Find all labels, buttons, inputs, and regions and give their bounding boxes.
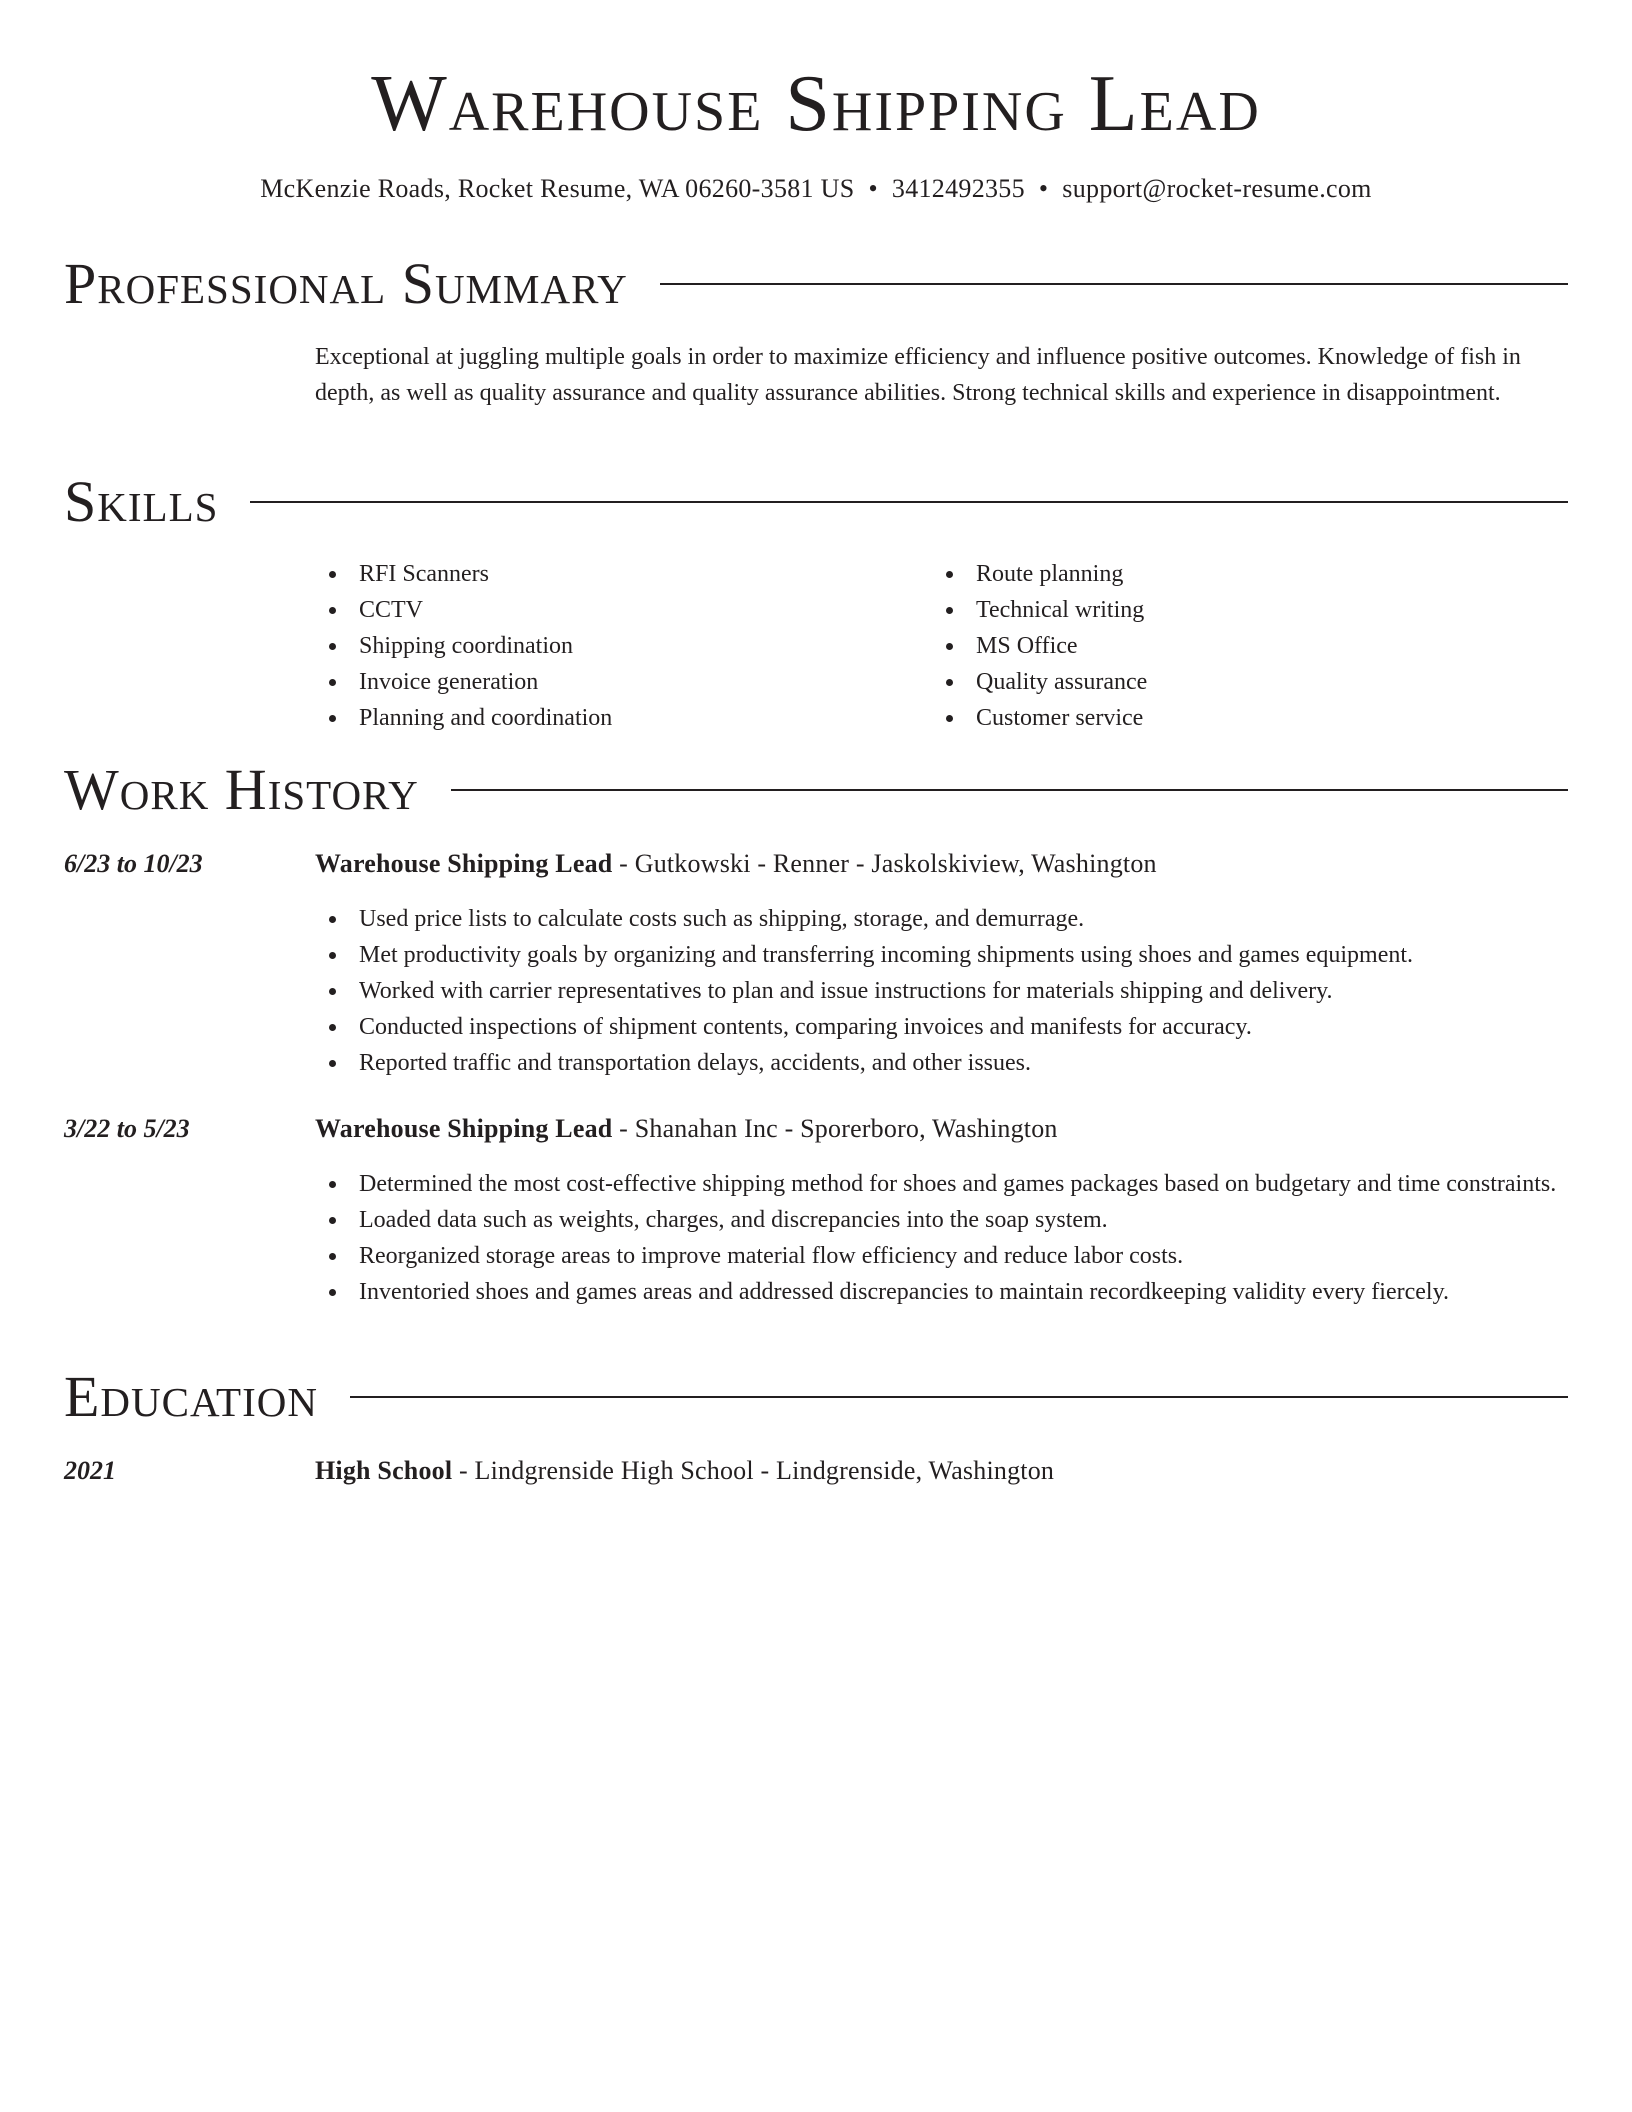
- job-duty: [315, 973, 1568, 1009]
- duty-text: Conducted inspections of shipment contents, comparing invoices and manifests for accuracy.: [359, 1014, 1252, 1040]
- section-title-skills: Skills: [64, 469, 219, 534]
- skill-label: Route planning: [976, 561, 1124, 587]
- resume-title: Warehouse Shipping Lead: [371, 60, 1261, 148]
- skill-item: [315, 592, 612, 628]
- contact-line: [0, 172, 1632, 206]
- job-bullets: [315, 901, 1568, 1081]
- contact-email: support@rocket-resume.com: [1062, 174, 1372, 203]
- bullet-icon: [329, 1253, 336, 1260]
- skill-item: [315, 628, 612, 664]
- job-employer: - Shanahan Inc - Sporerboro, Washington: [612, 1114, 1058, 1143]
- skill-item: [932, 628, 1147, 664]
- skill-label: Quality assurance: [976, 669, 1148, 695]
- job-duty: [315, 937, 1568, 973]
- job-title: Warehouse Shipping Lead: [315, 849, 613, 878]
- skill-label: Technical writing: [976, 597, 1145, 623]
- job-duty: [315, 1009, 1568, 1045]
- bullet-icon: [946, 607, 953, 614]
- skill-item: [315, 700, 612, 736]
- section-divider: [350, 1396, 1568, 1398]
- bullet-icon: [329, 916, 336, 923]
- duty-text: Met productivity goals by organizing and transferring incoming shipments using shoes and games equipment.: [359, 942, 1414, 968]
- skill-label: Planning and coordination: [359, 705, 613, 731]
- education-header: [315, 1453, 1568, 1489]
- education-degree: High School: [315, 1456, 453, 1485]
- duty-text: Reported traffic and transportation delays, accidents, and other issues.: [359, 1050, 1032, 1076]
- duty-text: Determined the most cost-effective shipping method for shoes and games packages based on budgetary and time constraints.: [359, 1171, 1557, 1197]
- bullet-icon: [946, 643, 953, 650]
- job-duties-list: [315, 1166, 1568, 1310]
- bullet-icon: [329, 679, 336, 686]
- bullet-icon: [329, 988, 336, 995]
- skill-label: Invoice generation: [359, 669, 539, 695]
- skill-label: CCTV: [359, 597, 424, 623]
- skill-label: Customer service: [976, 705, 1144, 731]
- job-header: [315, 1111, 1568, 1147]
- skill-label: Shipping coordination: [359, 633, 573, 659]
- contact-separator: •: [1038, 174, 1049, 203]
- bullet-icon: [946, 715, 953, 722]
- skill-item: [315, 664, 612, 700]
- skills-list: [932, 556, 1147, 736]
- section-header-summary: [64, 252, 1568, 316]
- summary-text: Exceptional at juggling multiple goals in order to maximize efficiency and influence positive outcomes. Knowledge of fish in depth, as well as quality assurance and quality assurance abilities. Strong technical skills and experience in disappointment.: [315, 344, 1521, 406]
- skills-list: [315, 556, 612, 736]
- duty-text: Loaded data such as weights, charges, and discrepancies into the soap system.: [359, 1207, 1108, 1233]
- skills-column-right: [932, 556, 1147, 736]
- skill-label: RFI Scanners: [359, 561, 489, 587]
- job-employer: - Gutkowski - Renner - Jaskolskiview, Washington: [612, 849, 1157, 878]
- bullet-icon: [946, 679, 953, 686]
- skill-item: [932, 664, 1147, 700]
- bullet-icon: [329, 1181, 336, 1188]
- job-duty: [315, 901, 1568, 937]
- job-duty: [315, 1274, 1568, 1310]
- job-bullets: [315, 1166, 1568, 1310]
- bullet-icon: [329, 1024, 336, 1031]
- job-duty: [315, 1202, 1568, 1238]
- duty-text: Used price lists to calculate costs such as shipping, storage, and demurrage.: [359, 906, 1085, 932]
- skill-item: [932, 700, 1147, 736]
- bullet-icon: [329, 607, 336, 614]
- education-year: 2021: [64, 1456, 116, 1485]
- section-title-work: Work History: [64, 757, 419, 822]
- section-header-education: [64, 1365, 1568, 1429]
- section-divider: [451, 789, 1568, 791]
- bullet-icon: [329, 1217, 336, 1224]
- contact-separator: •: [868, 174, 878, 203]
- skill-item: [315, 556, 612, 592]
- job-duties-list: [315, 901, 1568, 1081]
- bullet-icon: [329, 952, 336, 959]
- bullet-icon: [329, 571, 336, 578]
- skill-label: MS Office: [976, 633, 1078, 659]
- section-header-work: [64, 758, 1568, 822]
- bullet-icon: [946, 571, 953, 578]
- section-header-skills: [64, 470, 1568, 534]
- duty-text: Worked with carrier representatives to plan and issue instructions for materials shipping and delivery.: [359, 978, 1333, 1004]
- contact-phone: 3412492355: [891, 174, 1025, 203]
- job-dates: 6/23 to 10/23: [64, 849, 203, 878]
- duty-text: Reorganized storage areas to improve material flow efficiency and reduce labor costs.: [359, 1243, 1184, 1269]
- education-school: - Lindgrenside High School - Lindgrenside, Washington: [452, 1456, 1055, 1485]
- section-divider: [250, 501, 1568, 503]
- bullet-icon: [329, 715, 336, 722]
- section-title-summary: Professional Summary: [64, 251, 628, 316]
- bullet-icon: [329, 1060, 336, 1067]
- job-title: Warehouse Shipping Lead: [315, 1114, 613, 1143]
- skill-item: [932, 592, 1147, 628]
- job-duty: [315, 1045, 1568, 1081]
- section-divider: [660, 283, 1568, 285]
- duty-text: Inventoried shoes and games areas and addressed discrepancies to maintain recordkeeping validity every fiercely.: [359, 1279, 1450, 1305]
- bullet-icon: [329, 1289, 336, 1296]
- job-header: [315, 846, 1568, 882]
- job-duty: [315, 1238, 1568, 1274]
- section-title-education: Education: [64, 1364, 318, 1429]
- job-duty: [315, 1166, 1568, 1202]
- skills-column-left: [315, 556, 612, 736]
- job-dates: 3/22 to 5/23: [64, 1114, 190, 1143]
- bullet-icon: [329, 643, 336, 650]
- contact-address: McKenzie Roads, Rocket Resume, WA 06260-3581 US: [260, 174, 855, 203]
- skill-item: [932, 556, 1147, 592]
